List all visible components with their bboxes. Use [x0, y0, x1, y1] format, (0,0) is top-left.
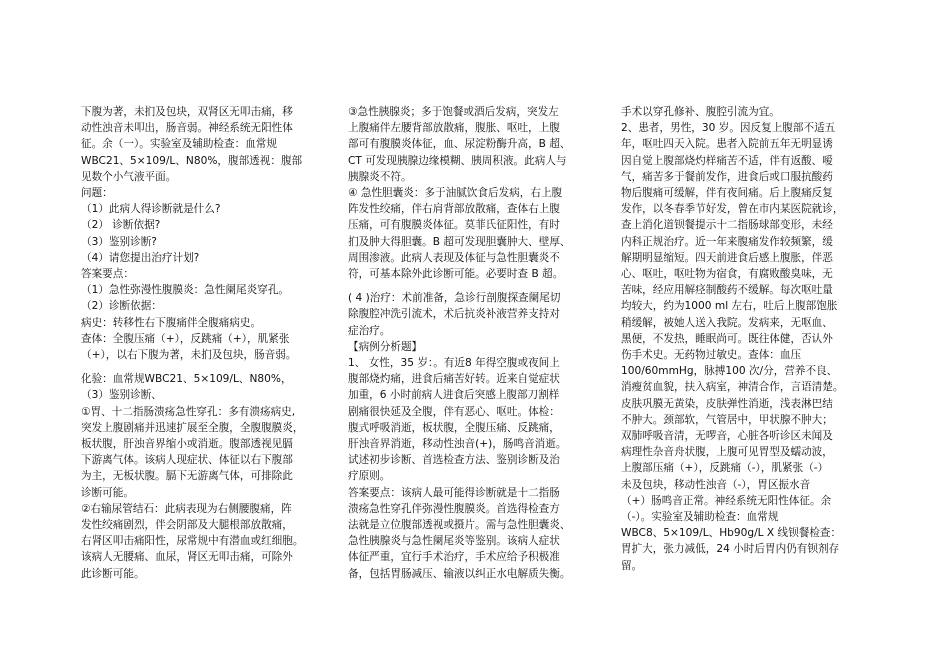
text-line: 法就是立位腹部透视或摄片。需与急性胆囊炎、 — [348, 519, 571, 532]
text-line — [81, 363, 326, 371]
text-line: 病理性杂音舟状腹，上腹可见胃型及蠕动波， — [621, 446, 833, 459]
text-line: 急性胰腺炎与急性阑尾炎等鉴别。该病人症状 — [348, 535, 560, 548]
text-line: 苦味，经应用解痉制酸药不缓解。每次呕吐量 — [621, 284, 833, 297]
text-line: 扪及肿大得胆囊。B 超可发现胆囊肿大、壁厚、 — [348, 235, 571, 248]
text-line: 诊断可能。 — [81, 486, 134, 499]
text-line: （2）诊断依据： — [81, 300, 162, 313]
text-line: 答案要点： — [81, 268, 134, 281]
text-line: 查上消化道钡餐提示十二指肠球部变形，未经 — [621, 219, 833, 232]
text-line: 症治疗。 — [348, 324, 391, 337]
text-line: 问题： — [81, 187, 113, 200]
text-line: 100/60mmHg，脉搏100 次/分，营养不良、 — [621, 365, 838, 378]
text-line: 加重，6 小时前病人进食后突感上腹部刀割样 — [348, 389, 560, 402]
text-line: 因自觉上腹部烧灼样痛苦不适，伴有返酸、嗳 — [621, 154, 833, 167]
text-line: 右肾区叩击痛阳性，尿常规中有潜血或红细胞。 — [81, 535, 304, 548]
text-line: 均较大，约为1000 ml 左右，吐后上腹部饱胀 — [621, 300, 838, 313]
text-line: （3）鉴别诊断? — [81, 235, 157, 248]
text-line: 解期明显缩短。四天前进食后感上腹胀，伴恶 — [621, 251, 833, 264]
text-line: 备，包括胃肠减压、输液以纠正水电解质失衡。 — [348, 567, 571, 580]
text-column-1 — [81, 104, 326, 582]
text-line: 部可有腹膜炎体征，血、尿淀粉酶升高，B 超、 — [348, 138, 571, 151]
text-line: 年，呕吐四天入院。患者入院前五年无明显诱 — [621, 138, 833, 151]
text-line: 腹部烧灼痛，进食后痛苦好转。近来自觉症状 — [348, 373, 560, 386]
text-line: 胰腺炎不符。 — [348, 170, 412, 183]
text-line: 腹式呼吸消逝，板状腹，全腹压痛、反跳痛， — [348, 421, 560, 434]
text-line: WBC21、5×109/L、N80%，腹部透视：腹部 — [81, 154, 303, 167]
text-line: 上腹痛伴左腰背部放散痛，腹胀、呕吐，上腹 — [348, 122, 560, 135]
text-line: 皮肤巩膜无黄染，皮肤弹性消逝，浅表淋巴结 — [621, 397, 833, 410]
text-line: ④ 急性胆囊炎：多于油腻饮食后发病，右上腹 — [348, 187, 563, 200]
text-line: （-）。实验室及辅助检查：血常规 — [621, 511, 779, 524]
text-line: 黑便，不发热，睡眠尚可。既往体健，否认外 — [621, 332, 833, 345]
text-line: ②右输尿管结石：此病表现为右侧腰腹痛，阵 — [81, 502, 292, 515]
text-line: 病史：转移性右下腹痛伴全腹痛病史。 — [81, 316, 262, 329]
text-line: （3）鉴别诊断、 — [81, 389, 162, 402]
text-line: 1、 女性，35 岁：。有近8 年得空腹或夜间上 — [348, 357, 560, 370]
text-line — [348, 282, 593, 290]
text-line: 未及包块，移动性浊音（-），胃区振水音 — [621, 478, 811, 491]
text-line: 稍缓解，被她人送入我院。发病来，无呕血、 — [621, 316, 833, 329]
text-line: 阵发性绞痛，伴右肩背部放散痛，查体右上腹 — [348, 203, 560, 216]
text-line: 压痛，可有腹膜炎体征。莫菲氏征阳性，有时 — [348, 219, 560, 232]
text-line: 伤手术史。无药物过敏史。查体：血压 — [621, 349, 802, 362]
text-line: ③急性胰腺炎；多于饱餐或酒后发病，突发左 — [348, 106, 559, 118]
text-line: CT 可发现胰腺边缘模糊、胰周积液。此病人与 — [348, 154, 567, 167]
text-line: 试述初步诊断、首选检查方法、鉴别诊断及治 — [348, 454, 560, 467]
text-line: （2） 诊断依据? — [81, 219, 161, 232]
text-line: 双肺呼吸音清，无啰音，心脏各听诊区未闻及 — [621, 430, 833, 443]
text-line: 该病人无腰痛、血尿，肾区无叩击痛，可除外 — [81, 551, 293, 564]
text-line: ( 4 )治疗：术前准备，急诊行剖腹探查阑尾切 — [348, 292, 561, 305]
text-line: 周围渗液。此病人表现及体征与急性胆囊炎不 — [348, 251, 560, 264]
text-line: ①胃、十二指肠溃疡急性穿孔：多有溃疡病史, — [81, 405, 296, 418]
text-column-3 — [621, 104, 871, 574]
text-line: （+）肠鸣音正常。神经系统无阳性体征。余 — [621, 494, 832, 507]
text-line: 消瘦贫血貌，扶入病室，神清合作，言语清楚。 — [621, 381, 844, 394]
text-line: 上腹部压痛（+），反跳痛（-），肌紧张（-） — [621, 462, 829, 475]
text-line: 留。 — [621, 559, 643, 572]
text-line: （+），以右下腹为著，未扪及包块，肠音弱。 — [81, 349, 297, 362]
text-line: （4）请您提出治疗计划? — [81, 251, 200, 264]
text-line: 发作，以冬春季节好发，曾在市内某医院就诊， — [621, 203, 844, 216]
text-line: 除腹腔冲洗引流术，术后抗炎补液营养支持对 — [348, 308, 560, 321]
text-line: 为主，无板状腹。膈下无游离气体，可排除此 — [81, 470, 293, 483]
text-line: 答案要点：该病人最可能得诊断就是十二指肠 — [348, 486, 560, 499]
text-line: 动性浊音未叩出，肠音弱。神经系统无阳性体 — [81, 122, 293, 135]
text-line: 剧痛很快延及全腹，伴有恶心、呕吐。体检： — [348, 405, 560, 418]
text-line: 体征严重，宜行手术治疗，手术应给予积极准 — [348, 551, 560, 564]
text-line: 不肿大。颈部软，气管居中，甲状腺不肿大； — [621, 413, 833, 426]
text-line: 胃扩大，张力减低，24 小时后胃内仍有钡剂存 — [621, 543, 840, 556]
text-line: 溃疡急性穿孔伴弥漫性腹膜炎。首选得检查方 — [348, 502, 560, 515]
text-line: 气，痛苦多于餐前发作，进食后或口服抗酸药 — [621, 170, 833, 183]
text-line: 物后腹痛可缓解，伴有夜间痛。后上腹痛反复 — [621, 187, 833, 200]
text-line: 2、患者，男性，30 岁。因反复上腹部不适五 — [621, 122, 836, 135]
text-line: 突发上腹剧痛并迅速扩展至全腹，全腹腹膜炎， — [81, 421, 304, 434]
text-line: （1）急性弥漫性腹膜炎：急性阑尾炎穿孔。 — [81, 284, 290, 297]
text-line: （1）此病人得诊断就是什么? — [81, 203, 221, 216]
text-line: 符，可基本除外此诊断可能。必要时查 B 超。 — [348, 268, 564, 281]
text-line: 发性绞痛剧烈，伴会阴部及大腿根部放散痛， — [81, 519, 293, 532]
text-line: 心、呕吐，呕吐物为宿食，有腐败酸臭味，无 — [621, 268, 833, 281]
text-line: 疗原则。 — [348, 470, 391, 483]
text-line: 手术以穿孔修补、腹腔引流为宜。 — [621, 106, 780, 118]
text-line: 此诊断可能。 — [81, 567, 145, 580]
text-line: WBC8、5×109/L、Hb90g/L X 线钡餐检查： — [621, 527, 842, 540]
text-line: 下腹为著，未扪及包块，双肾区无叩击痛，移 — [81, 106, 293, 118]
text-line: 征。余（一）。实验室及辅助检查：血常规 — [81, 138, 277, 151]
text-line: 下游离气体。该病人现症状、体征以右下腹部 — [81, 454, 293, 467]
text-line: 肝浊音界消逝，移动性浊音(+)，肠鸣音消逝。 — [348, 438, 567, 451]
text-line: 见数个小气液平面。 — [81, 170, 177, 183]
text-line: 【病例分析题】 — [348, 340, 423, 353]
text-line: 板状腹，肝浊音界缩小或消逝。腹部透视见膈 — [81, 438, 293, 451]
text-line: 查体：全腹压痛（+），反跳痛（+），肌紧张 — [81, 332, 290, 345]
text-line: 化验：血常规WBC21、5×109/L、N80%， — [81, 373, 292, 386]
text-column-2 — [348, 104, 593, 582]
text-line: 内科正规治疗。近一年来腹痛发作较频繁，缓 — [621, 235, 833, 248]
